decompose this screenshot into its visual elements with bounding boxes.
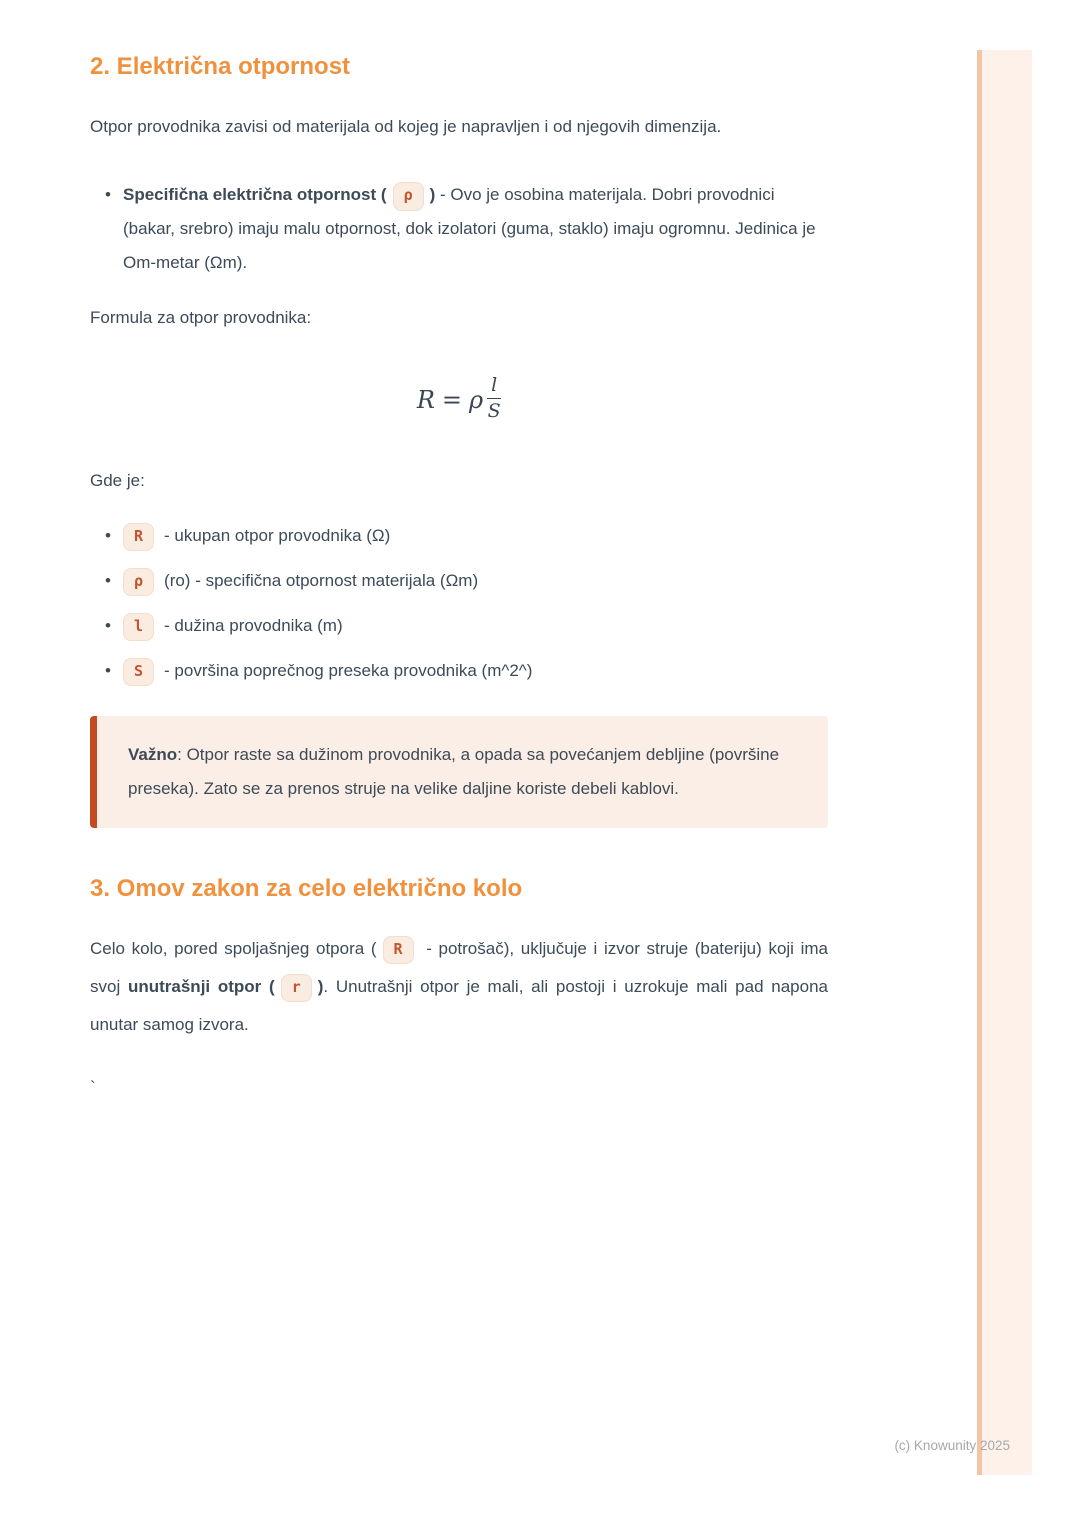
symbol-desc: - dužina provodnika (m) <box>164 615 343 635</box>
r-badge: r <box>281 974 312 1003</box>
formula-denominator: S <box>487 399 501 422</box>
important-callout <box>90 716 828 828</box>
stray-backtick: ` <box>90 1077 96 1097</box>
formula-equals: = <box>441 386 462 415</box>
s3-bold-lead: unutrašnji otpor ( <box>127 976 275 996</box>
spec-bullet-close-paren: ) <box>429 185 436 204</box>
where-label: Gde je: <box>90 470 145 490</box>
spec-bullet-lead: Specifična električna otpornost ( <box>123 185 387 204</box>
symbol-desc: - ukupan otpor provodnika (Ω) <box>164 525 391 545</box>
s3-text-2: - potrošač), uključuje i izvor struje (bateriju) koji ima svoj <box>90 938 828 996</box>
section-3-heading: 3. Omov zakon za celo električno kolo <box>90 874 523 902</box>
formula-numerator: l <box>487 374 501 399</box>
callout-lead: Važno <box>128 744 178 764</box>
list-item <box>105 609 828 643</box>
symbol-badge-R: R <box>123 523 154 552</box>
section-2-intro: Otpor provodnika zavisi od materijala od kojeg je napravljen i od njegovih dimenzija. <box>90 117 722 136</box>
callout-body: : Otpor raste sa dužinom provodnika, a opada sa povećanjem debljine (površine preseka). Zato se za prenos struje na velike daljine koriste debeli kablovi. <box>128 744 780 798</box>
list-item <box>105 519 828 553</box>
resistance-formula <box>417 376 501 425</box>
s3-text-1: Celo kolo, pored spoljašnjeg otpora ( <box>90 938 377 958</box>
symbol-badge-l: l <box>123 613 154 642</box>
symbol-desc: (ro) - specifična otpornost materijala (Ωm) <box>164 570 479 590</box>
list-item <box>105 564 828 598</box>
rho-badge: ρ <box>393 182 424 211</box>
formula-coefficient: ρ <box>469 386 484 415</box>
spec-bullet-text: - Ovo je osobina materijala. Dobri provodnici (bakar, srebro) imaju malu otpornost, dok izolatori (guma, staklo) imaju ogromnu. Jedinica je Om-metar (Ωm). <box>123 185 816 272</box>
decorative-side-stripe <box>977 50 1032 1475</box>
footer-credit: (c) Knowunity 2025 <box>894 1438 1010 1453</box>
formula-block <box>90 376 828 425</box>
spec-resistance-list <box>90 178 828 280</box>
s3-text-3: . Unutrašnji otpor je mali, ali postoji i uzrokuje mali pad napona unutar samog izvora. <box>90 976 828 1034</box>
formula-lhs: R <box>416 386 435 415</box>
list-item <box>105 178 828 280</box>
list-item <box>105 654 828 688</box>
section-2-heading: 2. Električna otpornost <box>90 53 351 80</box>
formula-intro: Formula za otpor provodnika: <box>90 308 312 327</box>
s3-bold-close: ) <box>317 976 324 996</box>
symbols-list <box>90 519 828 688</box>
section-3-paragraph <box>90 930 828 1044</box>
symbol-desc: - površina poprečnog preseka provodnika (m^2^) <box>164 660 533 680</box>
symbol-badge-S: S <box>123 658 154 687</box>
R-badge: R <box>383 936 414 965</box>
symbol-badge-rho: ρ <box>123 568 154 597</box>
page-content <box>90 52 828 1100</box>
formula-fraction <box>487 374 501 423</box>
